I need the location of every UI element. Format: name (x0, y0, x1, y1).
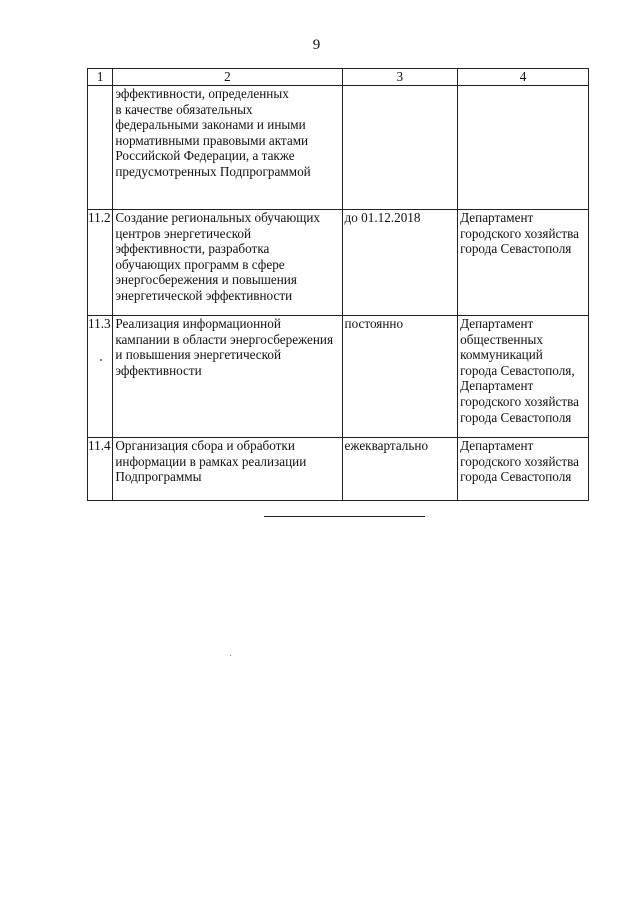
header-cell-2: 2 (113, 69, 342, 86)
row-activity (113, 86, 342, 210)
row-number: 11.4 (88, 438, 113, 501)
row-executor (458, 438, 589, 501)
row-executor (458, 210, 589, 316)
row-number: 11.3 (88, 316, 113, 438)
table-row (88, 210, 589, 316)
scan-speck (230, 655, 231, 656)
executor-text: Департамент общественных коммуникаций города Севастополя, Департамент городского хозяйства города Севастополя (460, 316, 580, 425)
row-term: ежеквартально (342, 438, 458, 501)
row-number: 11.2 (88, 210, 113, 316)
row-term: до 01.12.2018 (342, 210, 458, 316)
activity-text: эффективности, определенных в качестве обязательных федеральными законами и иными нормативными правовыми актами Российской Федерации, а также предусмотренных Подпрограммой (115, 86, 311, 179)
scan-speck (100, 359, 102, 361)
row-number (88, 86, 113, 210)
row-term (342, 86, 458, 210)
row-executor (458, 316, 589, 438)
executor-text: Департамент городского хозяйства города Севастополя (460, 438, 580, 485)
table-row (88, 86, 589, 210)
activity-text: Создание региональных обучающих центров энергетической эффективности, разработка обучающих программ в сфере энергосбережения и повышения энергетической эффективности (115, 210, 321, 303)
table-header-row (88, 69, 589, 86)
row-activity (113, 438, 342, 501)
header-cell-1: 1 (88, 69, 113, 86)
activity-text: Организация сбора и обработки информации в рамках реализации Подпрограммы (115, 438, 307, 485)
executor-text: Департамент городского хозяйства города Севастополя (460, 210, 580, 257)
header-cell-3: 3 (342, 69, 458, 86)
row-executor (458, 86, 589, 210)
header-cell-4: 4 (458, 69, 589, 86)
activity-text: Реализация информационной кампании в области энергосбережения и повышения энергетической эффективности (115, 316, 334, 378)
measures-table (87, 68, 589, 501)
table-row (88, 316, 589, 438)
end-separator-line (264, 516, 425, 517)
row-activity (113, 316, 342, 438)
page-number: 9 (312, 37, 321, 53)
row-activity (113, 210, 342, 316)
row-term: постоянно (342, 316, 458, 438)
table-row (88, 438, 589, 501)
